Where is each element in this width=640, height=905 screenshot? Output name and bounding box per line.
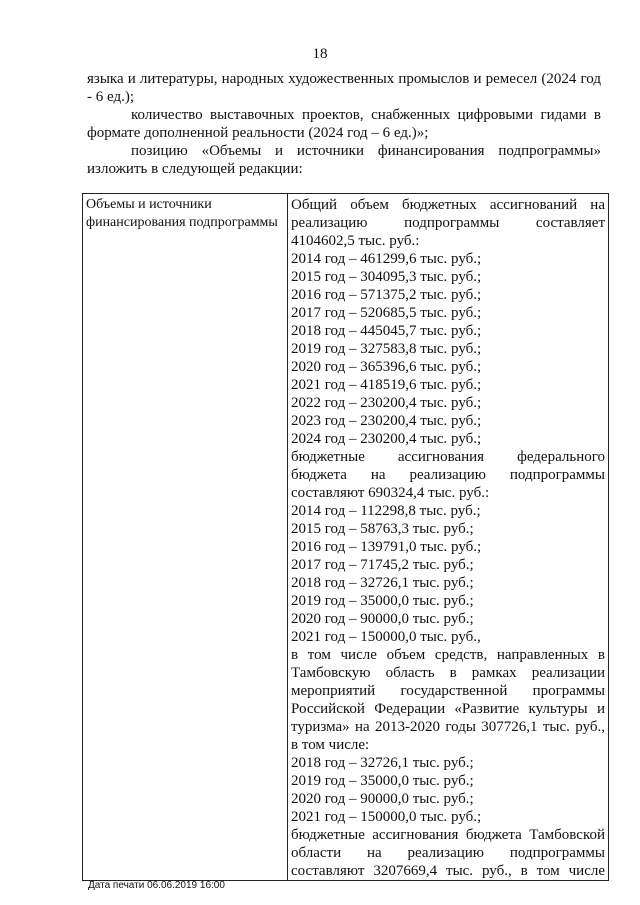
- year-amount-line: 2017 год – 520685,5 тыс. руб.;: [291, 305, 482, 321]
- table-row: [83, 194, 609, 881]
- year-amount-line: 2016 год – 571375,2 тыс. руб.;: [291, 287, 482, 303]
- program-allocation-text: в том числе объем средств, направленных в Тамбовскую область в рамках реализации мероприятий государственной программы Российской Федерации «Развитие культуры и туризма» на 2013-2020 годы 307726,1 тыс. руб., в том числе:: [291, 647, 605, 753]
- year-amount-line: 2014 год – 461299,6 тыс. руб.;: [291, 251, 482, 267]
- year-amount-line: 2017 год – 71745,2 тыс. руб.;: [291, 557, 474, 573]
- year-amount-line: 2015 год – 304095,3 тыс. руб.;: [291, 269, 482, 285]
- year-amount-line: 2020 год – 365396,6 тыс. руб.;: [291, 359, 482, 375]
- year-amount-line: 2021 год – 418519,6 тыс. руб.;: [291, 377, 482, 393]
- intro-paragraph-1: языка и литературы, народных художественных промыслов и ремесел (2024 год - 6 ед.);: [87, 71, 601, 105]
- year-amount-line: 2020 год – 90000,0 тыс. руб.;: [291, 611, 474, 627]
- regional-allocation-text: бюджетные ассигнования бюджета Тамбовской области на реализацию подпрограммы составляют 3207669,4 тыс. руб., в том числе: [291, 827, 605, 879]
- year-amount-line: 2018 год – 445045,7 тыс. руб.;: [291, 323, 482, 339]
- intro-paragraph-3: позицию «Объемы и источники финансирования подпрограммы» изложить в следующей редакции:: [87, 143, 601, 177]
- page-number: 18: [312, 46, 328, 62]
- year-amount-line: 2018 год – 32726,1 тыс. руб.;: [291, 575, 474, 591]
- federal-years-list: [291, 502, 605, 646]
- year-amount-line: 2016 год – 139791,0 тыс. руб.;: [291, 539, 482, 555]
- program-years-list: [291, 754, 605, 826]
- year-amount-line: 2024 год – 230200,4 тыс. руб.;: [291, 431, 482, 447]
- financing-label-cell: Объемы и источники финансирования подпрограммы: [83, 194, 288, 881]
- year-amount-line: 2015 год – 58763,3 тыс. руб.;: [291, 521, 474, 537]
- intro-text: [87, 70, 601, 178]
- year-amount-line: 2021 год – 150000,0 тыс. руб.;: [291, 809, 482, 825]
- year-amount-line: 2023 год – 230200,4 тыс. руб.;: [291, 413, 482, 429]
- year-amount-line: 2019 год – 35000,0 тыс. руб.;: [291, 773, 474, 789]
- total-years-list: [291, 250, 605, 448]
- total-allocation-text: Общий объем бюджетных ассигнований на реализацию подпрограммы составляет 4104602,5 тыс. руб.:: [291, 197, 605, 249]
- print-date-footer: Дата печати 06.06.2019 16:00: [88, 880, 225, 891]
- year-amount-line: 2021 год – 150000,0 тыс. руб.,: [291, 629, 481, 645]
- year-amount-line: 2014 год – 112298,8 тыс. руб.;: [291, 503, 481, 519]
- intro-paragraph-2: количество выставочных проектов, снабженных цифровыми гидами в формате дополненной реальности (2024 год – 6 ед.)»;: [87, 107, 601, 141]
- year-amount-line: 2022 год – 230200,4 тыс. руб.;: [291, 395, 482, 411]
- year-amount-line: 2020 год – 90000,0 тыс. руб.;: [291, 791, 474, 807]
- financing-table: [82, 193, 609, 881]
- year-amount-line: 2019 год – 327583,8 тыс. руб.;: [291, 341, 482, 357]
- federal-allocation-text: бюджетные ассигнования федерального бюджета на реализацию подпрограммы составляют 690324,4 тыс. руб.:: [291, 449, 605, 501]
- financing-value-cell: [288, 194, 609, 881]
- year-amount-line: 2019 год – 35000,0 тыс. руб.;: [291, 593, 474, 609]
- year-amount-line: 2018 год – 32726,1 тыс. руб.;: [291, 755, 474, 771]
